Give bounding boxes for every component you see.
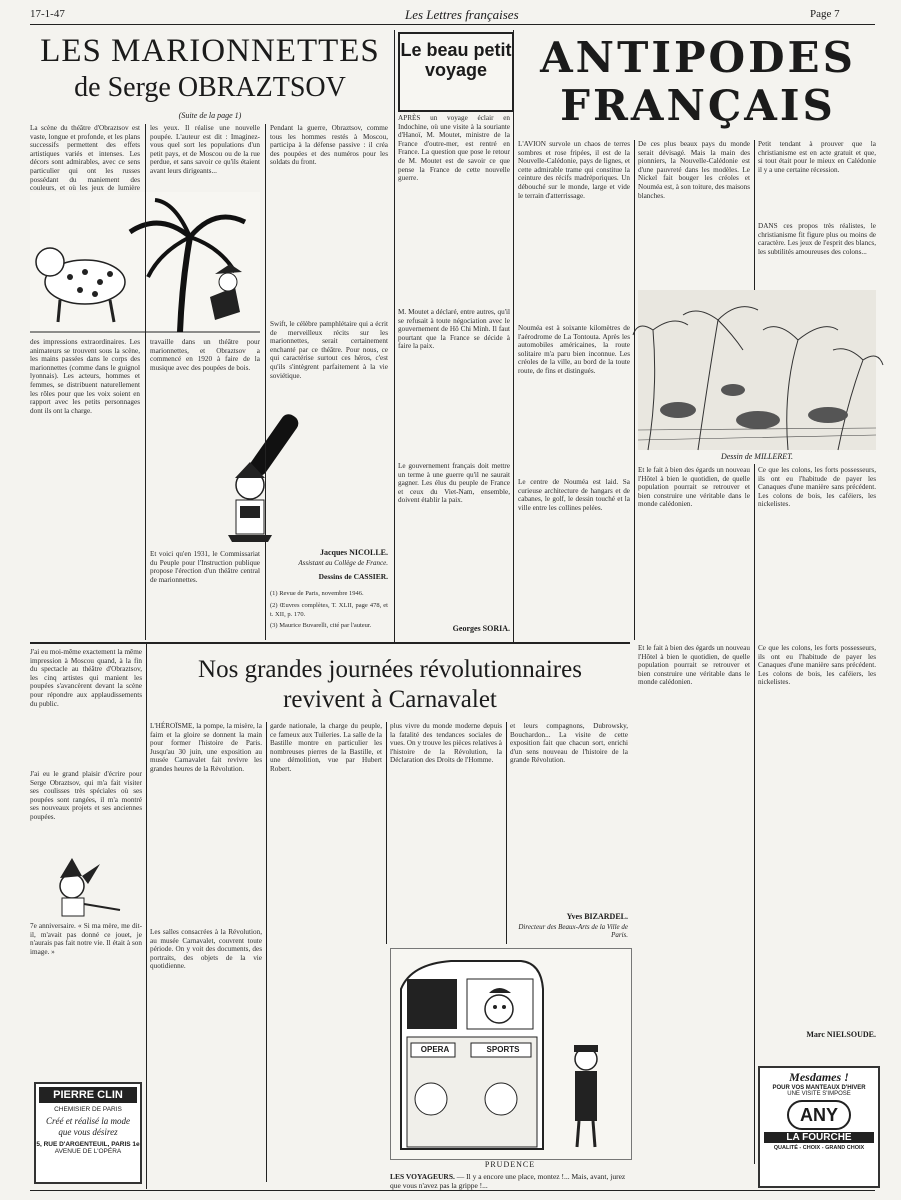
antipodes-col1: L'AVION survole un chaos de terres sombres et rose fripées, il est de la Nouvelle-Calédonie, pays de lignes, et cette admirable trame qui constitue la ceinture des récifs madréporiques. Un débouché sur le monde, large et vide le terrain d'atterrissage. <box>518 140 630 200</box>
drawing-credit: Dessins de CASSIER. <box>318 572 388 581</box>
marionnettes-signature-role: Assistant au Collège de France. <box>298 559 388 567</box>
carnavalet-col1: L'HÉROÏSME, la pompe, la misère, la faim et la gloire se donnent la main pour former l'histoire de Paris. Jusqu'au 30 juin, une exposition au musée Carnavalet fait revivre les grandes heures de la Révolution. <box>150 722 262 773</box>
pierre-clin-street: AVENUE DE L'OPÉRA <box>54 1148 122 1155</box>
antipodes-col2: De ces plus beaux pays du monde serait dévisagé. Mais la main des pionniers, la Nouvelle-Calédonie est d'une pauvreté dans les modèles. Le Nickel fait bouger les créoles et Nouméa est, à son toiture, des maisons blanches. <box>638 140 750 200</box>
any-greeting: Mesdames ! <box>789 1070 849 1084</box>
pierre-clin-slogan: Créé et réalisé la mode que vous désirez <box>46 1116 130 1137</box>
footnote-2: (2) Œuvres complètes, T. XLII, page 478, et t. XII, p. 170. <box>270 602 388 618</box>
antipodes-col3b: DANS ces propos très réalistes, le christianisme fit figure plus ou moins de caractère. Les jeux de l'esprit des blancs, les subtilités amoureuses des colons... <box>758 222 876 256</box>
pierre-clin-address: 5, RUE D'ARGENTEUIL, PARIS 1e <box>36 1141 140 1148</box>
column-rule <box>266 722 267 1182</box>
footer-rule <box>30 1190 875 1191</box>
beau-voyage-signature: Georges SORIA. <box>452 624 510 633</box>
beau-voyage-body3: Le gouvernement français doit mettre un terme à une guerre qu'il ne saurait gagner. Les élus du peuple de France et ceux du Viet-Nam, ensemble, doivent établir la paix. <box>398 462 510 505</box>
any-line1: POUR VOS MANTEAUX D'HIVER <box>772 1085 866 1091</box>
antipodes-col3: Petit tendant à prouver que la christianisme est en acte gratuit et que, si tout était pour le mieux en Calédonie il y a une certaine récession. <box>758 140 876 174</box>
voyageurs-cartoon-caption: — Il y a encore une place, montez !... Mais, avant, jurez que vous n'avez pas la grippe !... <box>390 1172 626 1190</box>
header-rule <box>30 24 875 25</box>
footnote-1: (1) Revue de Paris, novembre 1946. <box>270 590 364 597</box>
column-rule <box>386 722 387 944</box>
jungle-illustration <box>638 290 876 450</box>
carnavalet-title-line1: Nos grandes journées révolutionnaires <box>198 656 582 683</box>
antipodes-title-line1: ANTIPODES <box>540 33 856 82</box>
marionnettes-col3b: Swift, le célèbre pamphlétaire qui a écrit de merveilleux récits sur les marionnettes, serait certainement enchanté par ce théâtre. Pour nous, ce qui caractérise surtout ces héros, c'est qu'ils s'intègrent parfaitement à la vie soviétique. <box>270 320 388 380</box>
beau-voyage-body2: M. Moutet a déclaré, entre autres, qu'il se refusait à toute négociation avec le gouvernement de Hô Chi Minh. Il faut pourtant que la France se décide à faire la paix. <box>398 308 510 351</box>
voyageurs-cartoon <box>390 948 632 1160</box>
marionnettes-signature: Jacques NICOLLE. <box>319 548 388 557</box>
antipodes-signature: Marc NIELSOUDE. <box>806 1030 876 1039</box>
carnavalet-title-line2: revivent à Carnavalet <box>283 686 497 713</box>
carnavalet-col2: garde nationale, la charge du peuple, ce fameux aux Tuileries. La salle de la Bastille montre en particulier les nombreuses pierres de la Bastille, et une démolition, vue par Hubert Robert. <box>270 722 382 773</box>
prudence-label: PRUDENCE <box>484 1160 536 1169</box>
antipodes-col2b: Et le fait à bien des égards un nouveau l'Hôtel à bien le quotidien, de quelle population pourrait se retrouver et bien construire une véritable dans le monde calédonien. <box>638 466 750 509</box>
antipodes-col3c: Ce que les colons, les forts possesseurs, ils ont eu l'habitude de payer les Canaques d'une manière sans précédent. Les colons de bois, les caféiers, les nickelistes. <box>758 466 876 509</box>
column-rule <box>754 140 755 290</box>
antipodes-col3-continued: Ce que les colons, les forts possesseurs, ils ont eu l'habitude de payer les Canaques d'une manière sans précédent. Les colons de bois, les caféiers, les nickelistes. <box>758 644 876 687</box>
carnavalet-col4: et leurs compagnons, Dubrowsky, Bouchardon... La visite de cette exposition fait que chacun sort, enrichi d'un sens nouveau de l'histoire de la grande Révolution. <box>510 722 628 765</box>
pierre-clin-ad <box>34 1082 142 1184</box>
beau-voyage-body: APRÈS un voyage éclair en Indochine, où une visite à la souriante d'Hanoï, M. Moutet, ministre de la France d'outre-mer, est rentré en France. La question que pose le retour de M. Moutet est de savoir ce que pense la France de cette nouvelle guerre. <box>398 114 510 183</box>
marionnettes-col5c: 7e anniversaire. « Si ma mère, me dit-il, m'avait pas donné ce jouet, je n'aurais pas fait notre vie. Il était à son image. » <box>30 922 142 956</box>
marionnettes-col1b: des impressions extraordinaires. Les animateurs se trouvent sous la scène, les mains passées dans le corps des marionnettes (comme dans le guignol lyonnais). Les acteurs, hommes et femmes, se distribuent naturellement les rôles pour que les voix soient en rapport avec les petits personnages dont ils ont la charge. <box>30 338 140 415</box>
carnavalet-signature-role: Directeur des Beaux-Arts de la Ville de Paris. <box>518 923 628 939</box>
marionnettes-col3: Pendant la guerre, Obraztsov, comme tous les hommes restés à Moscou, participa à la défense passive : il créa des poupées et des numéros pour les soldats du front. <box>270 124 388 167</box>
marionnettes-title-line1: LES MARIONNETTES <box>40 33 380 69</box>
page-number: Page 7 <box>810 8 840 20</box>
carnavalet-col1b: Les salles consacrées à la Révolution, au musée Carnavalet, couvrent toute période. On y voit des documents, des portraits, des objets de la vie quotidienne. <box>150 928 262 971</box>
column-rule <box>513 30 514 642</box>
bus-sign-sports: SPORTS <box>486 1045 520 1054</box>
section-rule <box>30 642 630 644</box>
jungle-caption: Dessin de MILLERET. <box>720 452 794 461</box>
marionnettes-col5: J'ai eu moi-même exactement la même impression à Moscou quand, à la fin du spectacle au théâtre d'Obraztsov, les cinq artistes qui manient les poupées s'avancèrent devant la scène pour répondre aux applaudissements du public. <box>30 648 142 708</box>
bus-sign-opera: OPERA <box>420 1045 450 1054</box>
carnavalet-signature: Yves BIZARDEL. <box>566 912 628 921</box>
pierre-clin-brand: PIERRE CLIN <box>39 1087 137 1103</box>
marionnettes-continued: (Suite de la page 1) <box>178 111 242 120</box>
voyageurs-caption-block <box>390 1172 630 1190</box>
any-brand: ANY <box>787 1100 851 1130</box>
marionnettes-col2b: travaille dans un théâtre pour marionnettes, et Obraztsov a commencé en 1920 à faire de la musique avec des poupées de bois. <box>150 338 260 372</box>
bus-cartoon-drawing <box>391 949 631 1159</box>
any-la-fourche-ad <box>758 1066 880 1188</box>
antipodes-col1b: Nouméa est à soixante kilomètres de l'aérodrome de La Tontouta. Après les automobiles américaines, la route solitaire m'a paru bien inconnue. Les créoles de la ville, au bord de la toute route, de fins et distingués. <box>518 324 630 375</box>
masthead: Les Lettres françaises <box>405 7 519 22</box>
column-rule <box>506 722 507 944</box>
carnavalet-col3: plus vivre du monde moderne depuis la fatalité des tendances sociales de vues. On y trouve les pièces relatives à l'histoire de la Révolution, la Déclaration des Droits de l'Homme. <box>390 722 502 765</box>
column-rule <box>754 464 755 1164</box>
beau-voyage-title: Le beau petit voyage <box>400 40 512 80</box>
antipodes-title-line2: FRANÇAIS <box>560 81 836 130</box>
any-footer: QUALITÉ - CHOIX - GRAND CHOIX <box>773 1145 865 1151</box>
marionnettes-col4: Et voici qu'en 1931, le Commissariat du Peuple pour l'Instruction publique propose l'érection d'un théâtre central de marionnettes. <box>150 550 260 584</box>
issue-date: 17-1-47 <box>30 8 65 20</box>
column-rule <box>394 30 395 642</box>
beau-voyage-title-box <box>398 32 514 112</box>
column-rule <box>265 124 266 640</box>
antipodes-col1c: Le centre de Nouméa est laid. Sa curieuse architecture de hangars et de cabanes, le golf, le dessin touché et la ville entre les collines pelées. <box>518 478 630 512</box>
column-rule <box>145 124 146 640</box>
any-shop: LA FOURCHE <box>764 1132 874 1143</box>
marionnettes-col5b: J'ai eu le grand plaisir d'écrire pour Serge Obraztsov, qui m'a fait visiter ses coulisses très spéciales où ses poupées sont rangées, il m'a montré ses nouveaux projets et ses anciennes poupées. <box>30 770 142 821</box>
antipodes-col2-continued: Et le fait à bien des égards un nouveau l'Hôtel à bien le quotidien, de quelle population pourrait se retrouver et bien construire une véritable dans le monde calédonien. <box>638 644 750 687</box>
marionnettes-col1: La scène du théâtre d'Obraztsov est vaste, longue et profonde, et les plans successifs permettent des effets artistiques variés et intenses. Les décors sont admirables, avec ce sens particulier qui ont les russes possédant du maniement des couleurs, et où les jeux de lumière <box>30 124 140 193</box>
marionnettes-col2: les yeux. Il réalise une nouvelle poupée. L'auteur est dit : Imaginez-vous quel sort les populations d'un petit pays, et de Moscou ou de la rue perdue, et sans savoir ce qu'ils étaient avant leurs dirigeants... <box>150 124 260 175</box>
footnote-3: (3) Maurice Buvarelli, cité par l'auteur. <box>270 622 372 629</box>
marionnettes-title-line2: de Serge OBRAZTSOV <box>74 72 346 103</box>
jester-puppet-illustration <box>42 858 132 918</box>
any-line2: UNE VISITE S'IMPOSE <box>787 1091 851 1097</box>
column-rule <box>146 644 147 1189</box>
column-rule <box>634 140 635 640</box>
voyageurs-cartoon-title: LES VOYAGEURS. <box>390 1172 455 1181</box>
pierre-clin-sub: CHEMISIER DE PARIS <box>54 1106 122 1113</box>
